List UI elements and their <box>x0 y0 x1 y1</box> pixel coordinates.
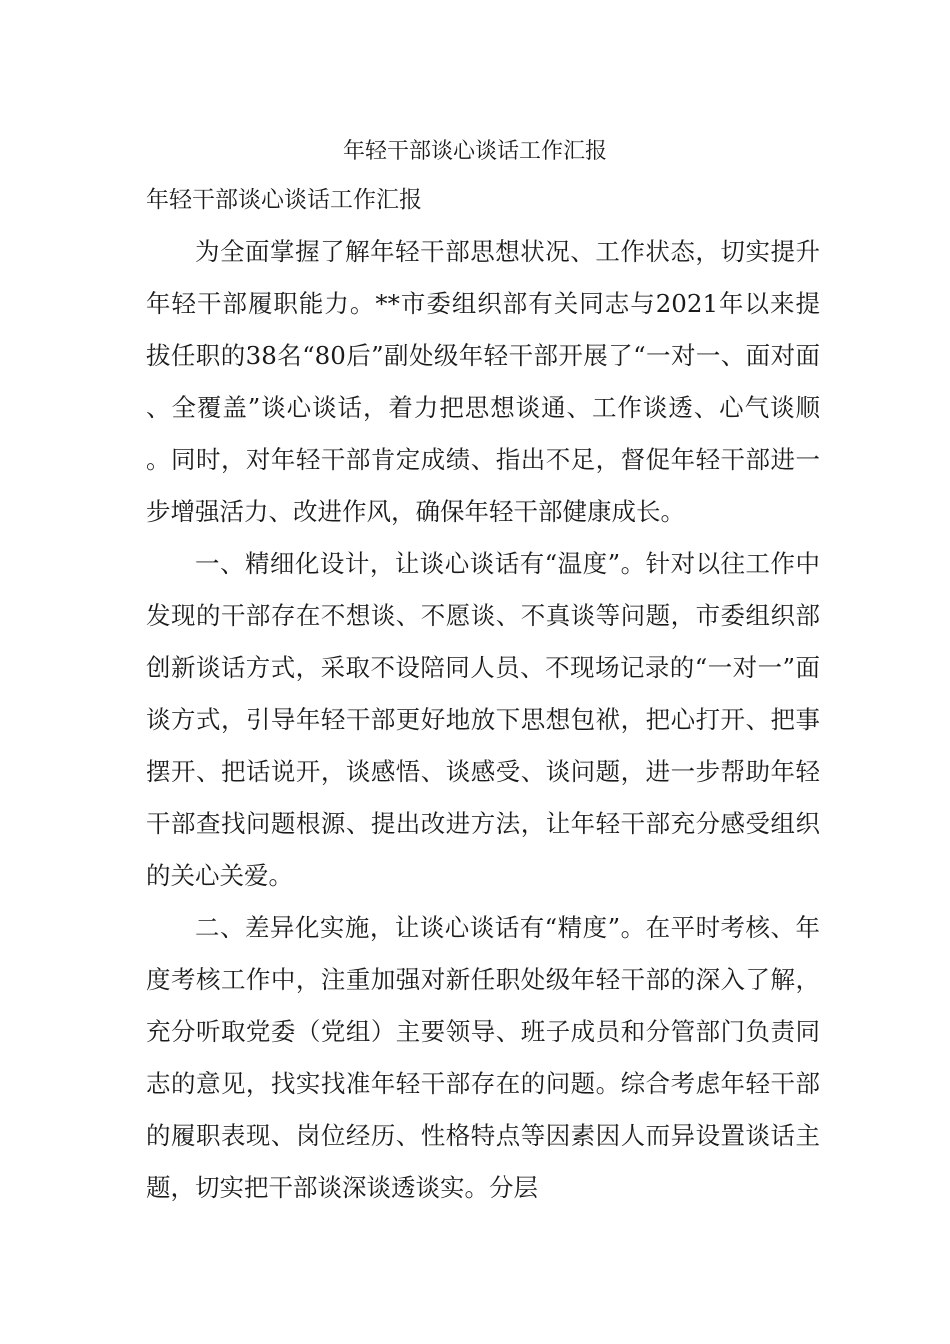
document-title: 年轻干部谈心谈话工作汇报 <box>342 139 607 164</box>
paragraph-section-2: 二、差异化实施，让谈心谈话有“精度”。在平时考核、年度考核工作中，注重加强对新任职处级年轻干部的深入了解，充分听取党委（党组）主要领导、班子成员和分管部门负责同志的意见，找实找准年轻干部存在的问题。综合考虑年轻干部的履职表现、岗位经历、性格特点等因素因人而异设置谈话主题，切实把干部谈深谈透谈实。分层 <box>146 913 820 1202</box>
paragraph-section-1: 一、精细化设计，让谈心谈话有“温度”。针对以往工作中发现的干部存在不想谈、不愿谈、不真谈等问题，市委组织部创新谈话方式，采取不设陪同人员、不现场记录的“一对一”面谈方式，引导年轻干部更好地放下思想包袱，把心打开、把事摆开、把话说开，谈感悟、谈感受、谈问题，进一步帮助年轻干部查找问题根源、提出改进方法，让年轻干部充分感受组织的关心关爱。 <box>146 549 820 890</box>
paragraph-intro: 为全面掌握了解年轻干部思想状况、工作状态，切实提升年轻干部履职能力。**市委组织部有关同志与2021年以来提拔任职的38名“80后”副处级年轻干部开展了“一对一、面对面、全覆盖”谈心谈话，着力把思想谈通、工作谈透、心气谈顺。同时，对年轻干部肯定成绩、指出不足，督促年轻干部进一步增强活力、改进作风，确保年轻干部健康成长。 <box>146 237 820 526</box>
document-subtitle: 年轻干部谈心谈话工作汇报 <box>146 187 422 213</box>
document-body <box>146 174 820 1214</box>
